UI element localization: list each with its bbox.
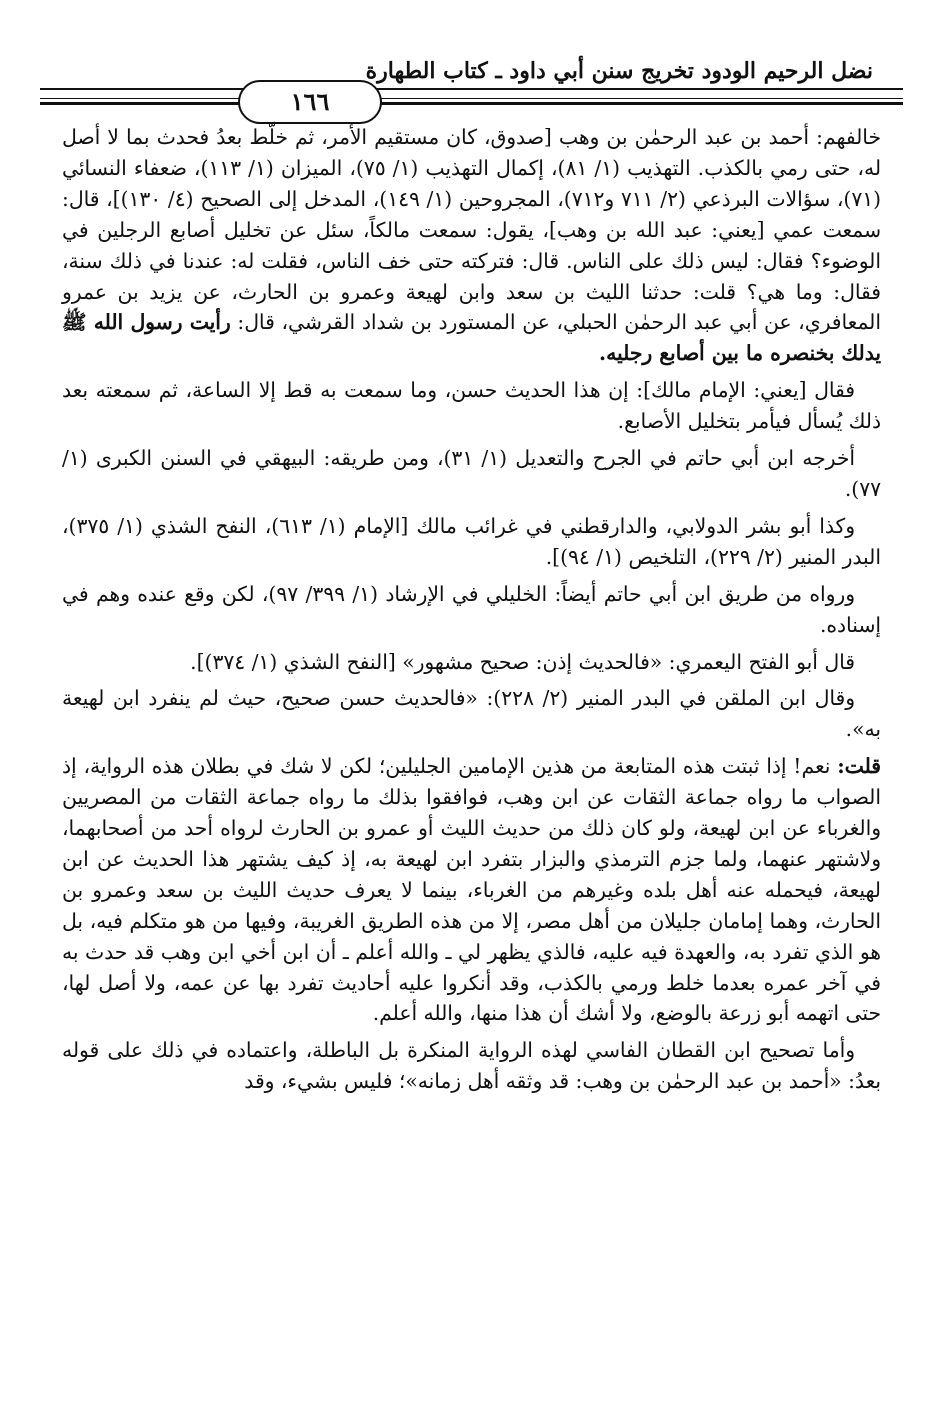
paragraph: [62, 683, 881, 745]
header-double-rule-right-thick: [338, 102, 903, 105]
paragraph-text: قال أبو الفتح اليعمري: «فالحديث إذن: صحيح مشهور» [النفح الشذي (١/ ٣٧٤)].: [190, 649, 855, 674]
header-rule: [40, 88, 903, 90]
paragraph-text: وكذا أبو بشر الدولابي، والدارقطني في غرائب مالك [الإمام (١/ ٦١٣)، النفح الشذي (١/ ٣٧٥)، البدر المنير (٢/ ٢٢٩)، التلخيص (١/ ٩٤)].: [62, 513, 881, 569]
paragraph: [62, 751, 881, 1029]
paragraph: [62, 443, 881, 505]
page-number: ١٦٦: [238, 80, 382, 124]
page-body: [62, 122, 881, 1103]
paragraph-text: فقال [يعني: الإمام مالك]: إن هذا الحديث حسن، وما سمعت به قط إلا الساعة، ثم سمعته بعد ذلك يُسأل فيأمر بتخليل الأصابع.: [62, 378, 881, 434]
header-double-rule-right-thin: [338, 98, 903, 99]
paragraph: [62, 511, 881, 573]
page-header: [40, 50, 903, 116]
paragraph-text: وأما تصحيح ابن القطان الفاسي لهذه الرواية المنكرة بل الباطلة، واعتماده في ذلك على قوله بعدُ: «أحمد بن عبد الرحمٰن بن وهب: قد وثقه أهل زمانه»؛ فليس بشيء، وقد: [62, 1038, 881, 1094]
paragraph: [62, 375, 881, 437]
paragraph-text: ورواه من طريق ابن أبي حاتم أيضاً: الخليلي في الإرشاد (١/ ٣٩٩/ ٩٧)، لكن وقع عنده وهم في إسناده.: [62, 581, 881, 637]
paragraph: [62, 579, 881, 641]
paragraph: [62, 1035, 881, 1097]
paragraph-text: أخرجه ابن أبي حاتم في الجرح والتعديل (١/ ٣١)، ومن طريقه: البيهقي في السنن الكبرى (١/ ٧٧).: [62, 446, 881, 501]
paragraph: [62, 647, 881, 678]
header-double-rule-left-thick: [40, 102, 240, 105]
paragraph-text: خالفهم: أحمد بن عبد الرحمٰن بن وهب [صدوق، كان مستقيم الأمر، ثم خلّط بعدُ فحدث بما لا أصل له، حتى رمي بالكذب. التهذيب (١/ ٨١)، إكمال التهذيب (١/ ٧٥)، الميزان (١/ ١١٣)، ضعفاء النسائي (٧١)، سؤالات البرذعي (٢/ ٧١١ و٧١٢)، المجروحين (١/ ١٤٩)، المدخل إلى الصحيح (٤/ ١٣٠)]، قال: سمعت عمي [يعني: عبد الله بن وهب]، يقول: سمعت مالكاً، سئل عن تخليل أصابع الرجلين في الوضوء؟ فقال: ليس ذلك على الناس. قال: فتركته حتى خف الناس، فقلت له: عندنا في ذلك سنة، فقال: وما هي؟ قلت: حدثنا الليث بن سعد وابن لهيعة وعمرو بن الحارث، عن يزيد بن عمرو المعافري، عن أبي عبد الرحمٰن الحبلي، عن المستورد بن شداد القرشي، قال:: [62, 125, 882, 335]
header-double-rule-left-thin: [40, 98, 240, 99]
qultu-lead: قلت:: [837, 754, 881, 779]
paragraph-text: نعم! إذا ثبتت هذه المتابعة من هذين الإمامين الجليلين؛ لكن لا شك في بطلان هذه الرواية، إذ الصواب ما رواه جماعة الثقات عن ابن وهب، فوافقوا بذلك ما رواه جماعة الثقات من المصريين والغرباء عن ابن لهيعة، ولو كان ذلك من حديث الليث أو عمرو بن الحارث لرواه أحد من أصحابهما، ولاشتهر عنهما، ولما جزم الترمذي والبزار بتفرد ابن لهيعة به، إذ كيف يشتهر هذا الحديث عن ابن لهيعة، فيحمله عنه أهل بلده وغيرهم من الغرباء، بينما لا يعرف حديث الليث بن سعد وعمرو بن الحارث، وهما إمامان جليلان من أهل مصر، إلا من هذه الطريق الغريبة، وفيها من هو متكلم فيه، بل هو الذي تفرد به، والعهدة فيه عليه، فالذي يظهر لي ـ والله أعلم ـ أن ابن أخي ابن وهب قد حدث به في آخر عمره بعدما خلط ورمي بالكذب، وقد أنكروا عليه أحاديث تفرد بها عن عمه، ولا أصل لها، حتى اتهمه أبو زرعة بالوضع، ولا أشك أن هذا منها، والله أعلم.: [62, 754, 881, 1026]
paragraph-text: وقال ابن الملقن في البدر المنير (٢/ ٢٢٨): «فالحديث حسن صحيح، حيث لم ينفرد ابن لهيعة به».: [62, 686, 881, 742]
hadith-text: رأيت رسول الله ﷺ يدلك بخنصره ما بين أصابع رجليه.: [62, 310, 881, 366]
running-title: نضل الرحيم الودود تخريج سنن أبي داود ـ كتاب الطهارة: [365, 58, 873, 84]
paragraph: [62, 122, 881, 369]
